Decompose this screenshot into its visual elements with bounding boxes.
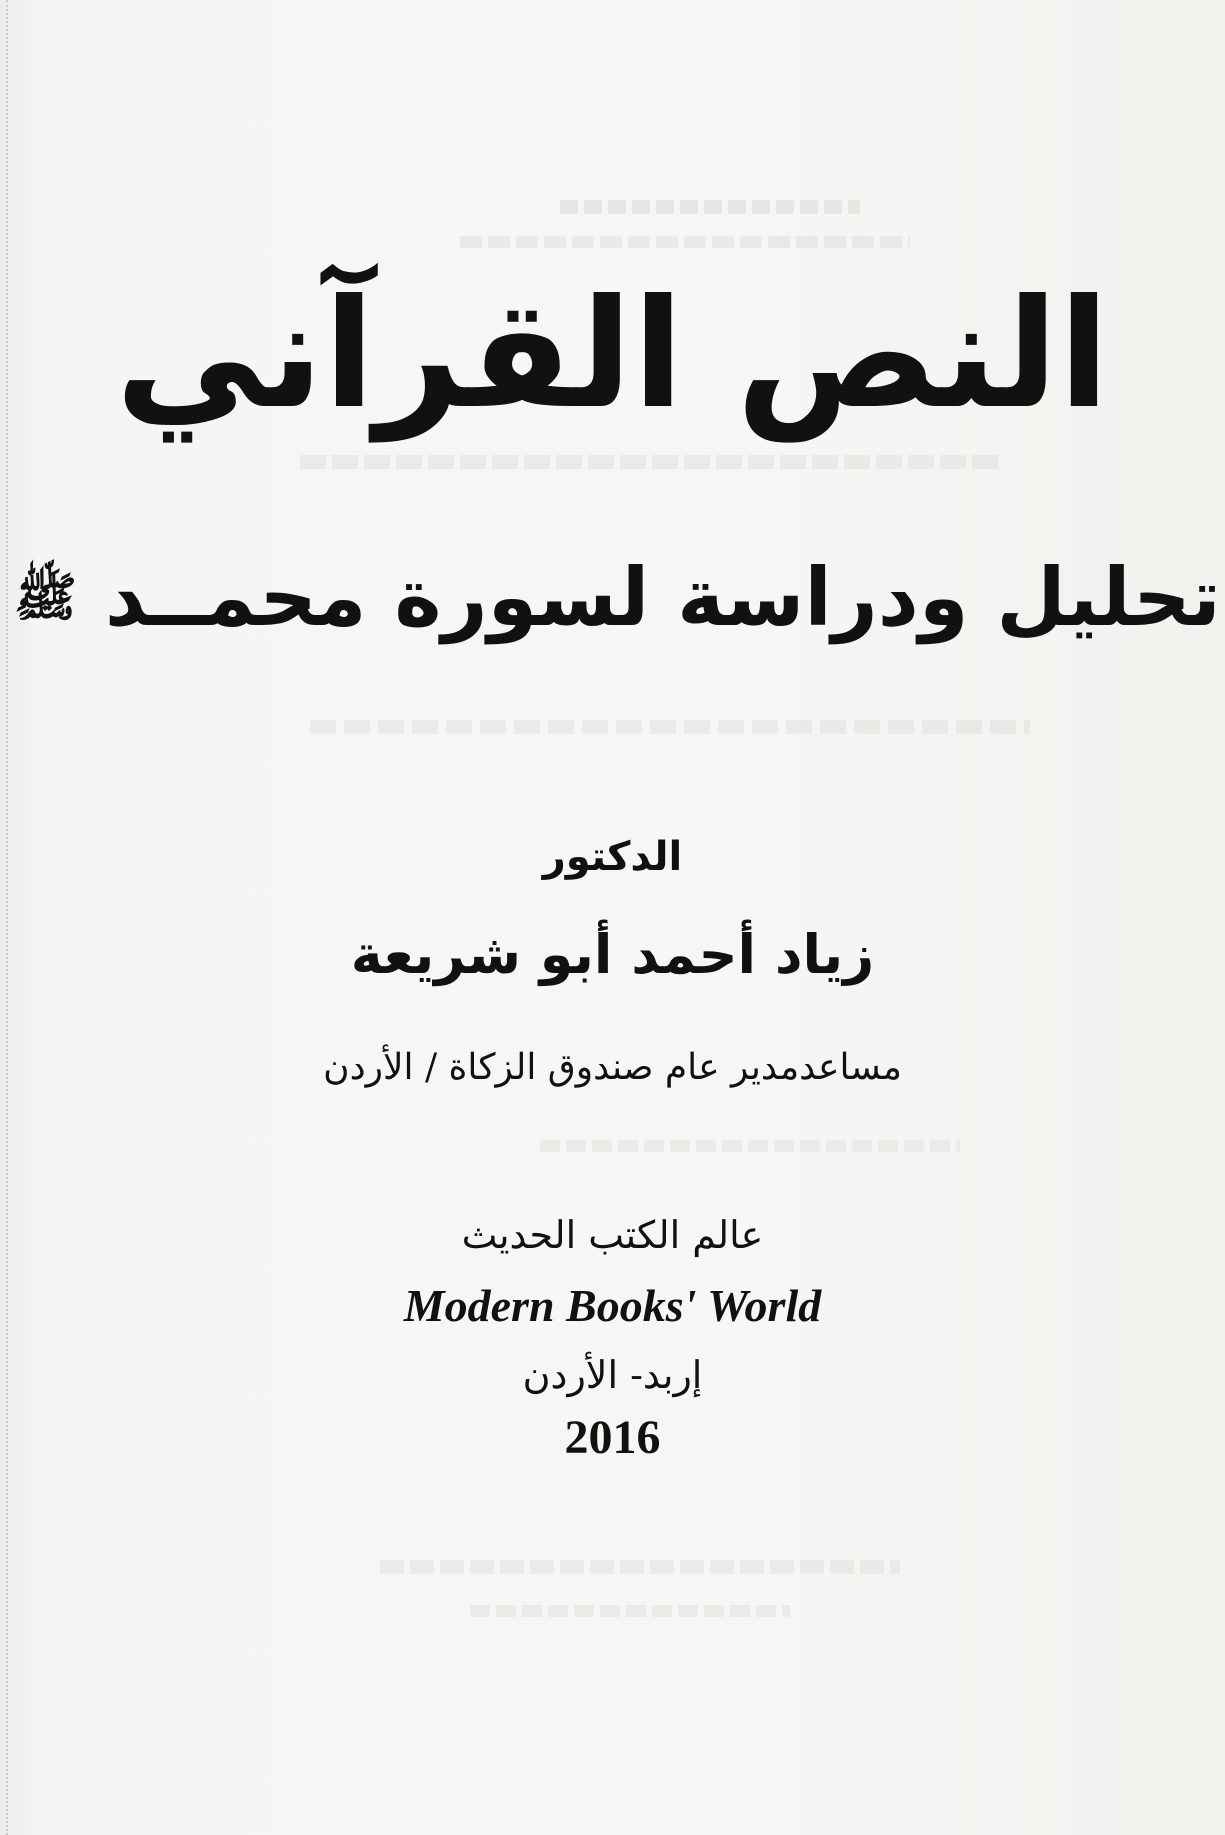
publisher-name-arabic: عالم الكتب الحديث <box>461 1213 764 1257</box>
author-prefix: الدكتور <box>542 834 683 880</box>
publisher-name-english: Modern Books' World <box>403 1280 822 1331</box>
publisher-city: إربد- الأردن <box>522 1353 703 1397</box>
show-through-text <box>540 1140 960 1152</box>
show-through-text <box>310 720 1030 734</box>
show-through-text <box>560 200 860 214</box>
book-subtitle <box>0 548 1225 648</box>
show-through-text <box>460 236 910 248</box>
author-role: مساعدمدير عام صندوق الزكاة / الأردن <box>323 1047 902 1088</box>
show-through-text <box>380 1560 900 1574</box>
show-through-text <box>470 1605 790 1617</box>
show-through-text <box>300 455 1000 469</box>
publication-year: 2016 <box>564 1411 661 1464</box>
book-subtitle-text: تحليل ودراسة لسورة محمــد <box>104 551 1221 644</box>
author-name: زياد أحمد أبو شريعة <box>350 923 875 986</box>
book-title: النص القرآني <box>115 268 1110 442</box>
honorific-seal-icon: ﷺ <box>14 568 77 628</box>
